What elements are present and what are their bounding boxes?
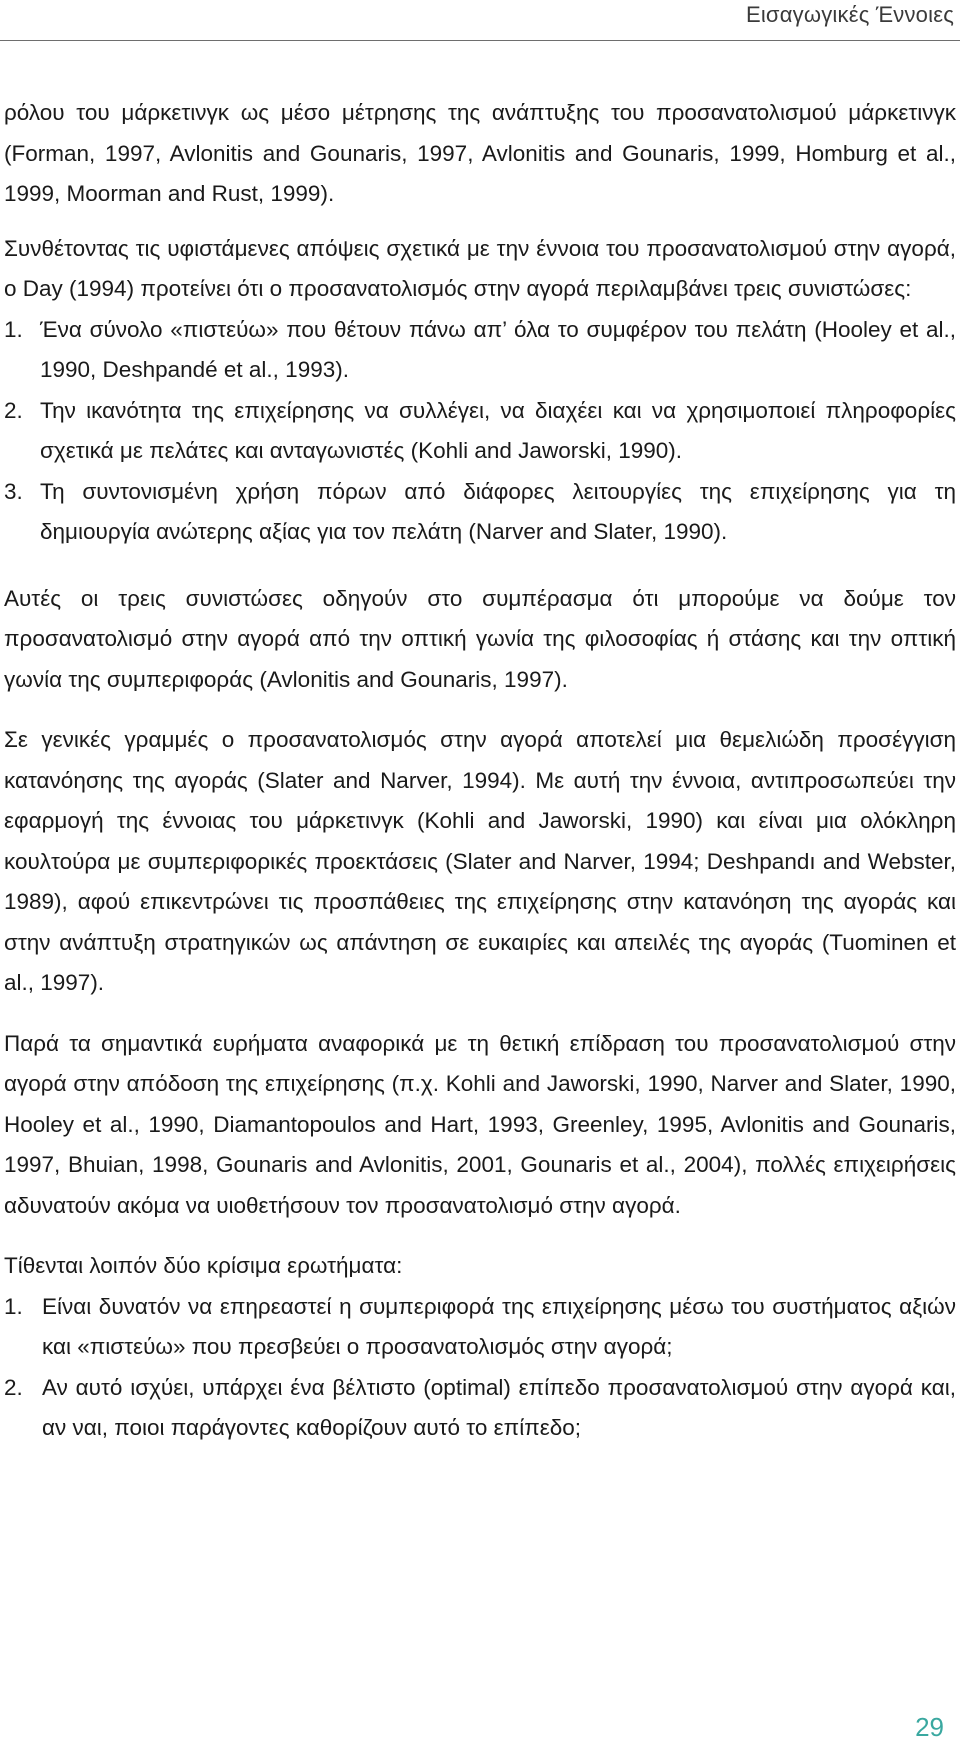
paragraph-6: Τίθενται λοιπόν δύο κρίσιμα ερωτήματα: bbox=[4, 1253, 403, 1278]
page-number: 29 bbox=[915, 1712, 944, 1742]
list-item-number: 2. bbox=[4, 1374, 23, 1400]
paragraph-5: Παρά τα σημαντικά ευρήματα αναφορικά με τη θετική επίδραση του προσανατολισμού στην αγορά στην απόδοση της επιχείρησης (π.χ. Kohli and Jaworski, 1990, Narver and Slater, 1990, Hooley et al., 1990, Diamantopoulos and Hart, 1993, Greenley, 1995, Avlonitis and Gounaris, 1997, Bhuian, 1998, Gounaris and Avlonitis, 2001, Gounaris et al., 2004), πολλές επιχειρήσεις αδυνατούν ακόμα να υιοθετήσουν τον προσανατολισμό στην αγορά. bbox=[4, 1030, 956, 1218]
list-item bbox=[4, 472, 956, 553]
paragraph-3: Αυτές οι τρεις συνιστώσες οδηγούν στο συμπέρασμα ότι μπορούμε να δούμε τον προσανατολισμό στην αγορά από την οπτική γωνία της φιλοσοφίας ή στάσης και την οπτική γωνία της συμπεριφοράς (Avlonitis and Gounaris, 1997). bbox=[4, 585, 956, 692]
list-item-text: Την ικανότητα της επιχείρησης να συλλέγει, να διαχέει και να χρησιμοποιεί πληροφορίες σχετικά με πελάτες και ανταγωνιστές (Kohli and Jaworski, 1990). bbox=[40, 397, 956, 463]
list-item bbox=[4, 1287, 956, 1368]
header-rule bbox=[0, 40, 960, 41]
components-list bbox=[4, 310, 956, 553]
list-item bbox=[4, 391, 956, 472]
paragraph-4: Σε γενικές γραμμές ο προσανατολισμός στην αγορά αποτελεί μια θεμελιώδη προσέγγιση κατανόησης της αγοράς (Slater and Narver, 1994). Με αυτή την έννοια, αντιπροσωπεύει την εφαρμογή της έννοιας του μάρκετινγκ (Kohli and Jaworski, 1990) και είναι μια ολόκληρη κουλτούρα με συμπεριφορικές προεκτάσεις (Slater and Narver, 1994; Deshpandı and Webster, 1989), αφού επικεντρώνει τις προσπάθειες της επιχείρησης στην κατανόηση της αγοράς και στην ανάπτυξη στρατηγικών ως απάντηση σε ευκαιρίες και απειλές της αγοράς (Tuominen et al., 1997). bbox=[4, 727, 956, 995]
paragraph-2: Συνθέτοντας τις υφιστάμενες απόψεις σχετικά με την έννοια του προσανατολισμού στην αγορά, ο Day (1994) προτείνει ότι ο προσανατολισμός στην αγορά περιλαμβάνει τρεις συνιστώσες: bbox=[4, 235, 956, 301]
list-item-number: 1. bbox=[4, 316, 23, 342]
page-body bbox=[4, 93, 956, 1449]
list-item-text: Είναι δυνατόν να επηρεαστεί η συμπεριφορά της επιχείρησης μέσω του συστήματος αξιών και «πιστεύω» που πρεσβεύει ο προσανατολισμός στην αγορά; bbox=[42, 1293, 956, 1359]
list-item-number: 2. bbox=[4, 397, 23, 423]
list-item-text: Ένα σύνολο «πιστεύω» που θέτουν πάνω απ’ όλα το συμφέρον του πελάτη (Hooley et al., 1990, Deshpandé et al., 1993). bbox=[40, 316, 956, 382]
list-item bbox=[4, 1368, 956, 1449]
running-header-title: Εισαγωγικές Έννοιες bbox=[745, 2, 954, 27]
list-item bbox=[4, 310, 956, 391]
paragraph-1: ρόλου του μάρκετινγκ ως μέσο μέτρησης της ανάπτυξης του προσανατολισμού μάρκετινγκ (Forman, 1997, Avlonitis and Gounaris, 1997, Avlonitis and Gounaris, 1999, Homburg et al., 1999, Moorman and Rust, 1999). bbox=[4, 100, 956, 206]
list-item-number: 1. bbox=[4, 1293, 23, 1319]
questions-list bbox=[4, 1287, 956, 1449]
list-item-text: Αν αυτό ισχύει, υπάρχει ένα βέλτιστο (optimal) επίπεδο προσανατολισμού στην αγορά και, αν ναι, ποιοι παράγοντες καθορίζουν αυτό το επίπεδο; bbox=[42, 1374, 956, 1440]
list-item-text: Τη συντονισμένη χρήση πόρων από διάφορες λειτουργίες της επιχείρησης για τη δημιουργία ανώτερης αξίας για τον πελάτη (Narver and Slater, 1990). bbox=[40, 478, 956, 544]
list-item-number: 3. bbox=[4, 478, 23, 504]
